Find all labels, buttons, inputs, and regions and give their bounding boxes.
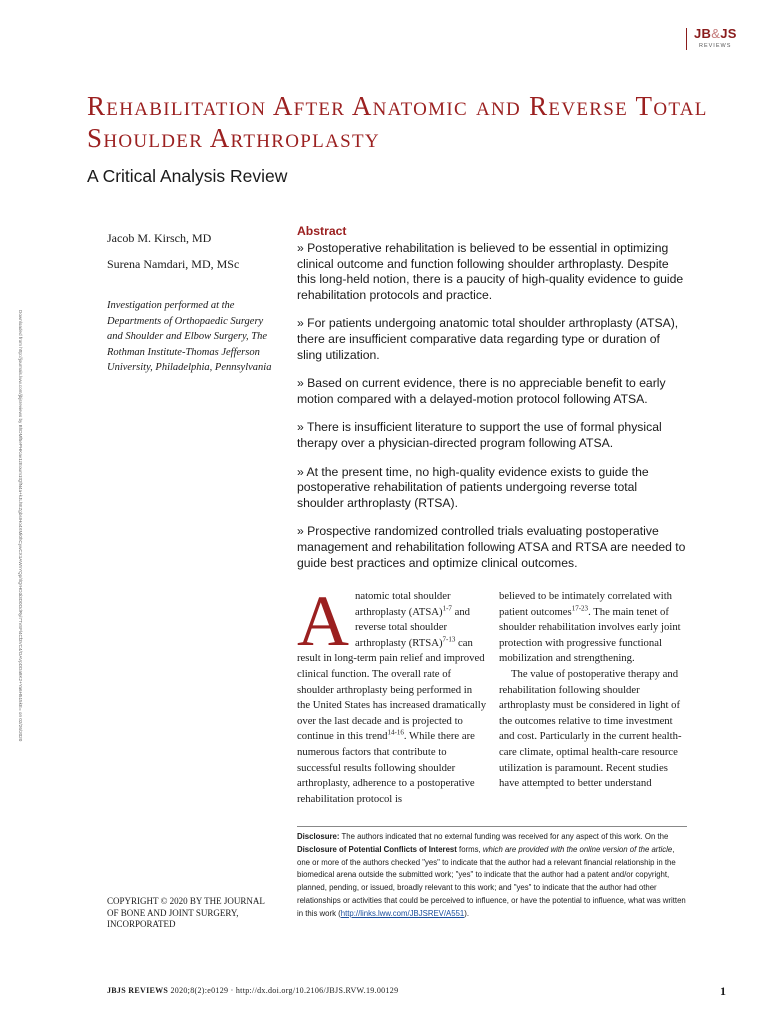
download-watermark: Downloaded from http://journals.lww.com/jbjsreviews by BhDMf5ePHKav1zEoum1tQfN4a+kJLhEZgbsIHo4XMi0hCywCX1AWnYQp/IlQrHD3i3D0OdRyi7TvSFl4Cf3VC4/OAVpDDa8K2+Ya6H515kE= on 02/26/2020	[18, 310, 23, 742]
author-name: Jacob M. Kirsch, MD	[107, 231, 212, 245]
disclosure-text: forms,	[456, 844, 483, 854]
body-text: believed to be intimately correlated with patient outcomes	[499, 590, 673, 618]
body-paragraph: The value of postoperative therapy and rehabilitation following shoulder arthroplasty must be considered in light of the outcomes relative to time investment and cost. Particularly in the current health-care climate, optimal health-care resource utilization is paramount. Recent studies have attempted to better understand	[499, 667, 682, 790]
citation-ref: 1-7	[442, 604, 452, 613]
body-text: and reverse total shoulder arthroplasty (RTSA)	[355, 605, 471, 649]
abstract-section	[297, 224, 687, 584]
disclosure-note	[297, 831, 687, 921]
author-affiliation: Investigation performed at the Departments of Orthopaedic Surgery and Shoulder and Elbow Surgery, The Rothman Institute-Thomas Jefferson University, Philadelphia, Pennsylvania	[107, 300, 272, 373]
body-column-right	[499, 589, 689, 792]
logo-text-left: JB	[694, 26, 712, 41]
abstract-point: » Based on current evidence, there is no appreciable benefit to early motion compared with a delayed-motion protocol following ATSA.	[297, 376, 666, 407]
abstract-point: » Prospective randomized controlled trials evaluating postoperative management and rehabilitation following ATSA and RTSA are needed to guide best practices and optimize clinical outcomes.	[297, 524, 686, 571]
citation-ref: 14-16	[387, 728, 404, 737]
body-text: natomic total shoulder arthroplasty (ATSA)	[355, 590, 451, 618]
page-number: 1	[720, 984, 726, 998]
disclosure-text: The authors indicated that no external funding was received for any aspect of this work. On the	[339, 832, 669, 841]
citation-ref: 17-23	[571, 604, 589, 613]
abstract-heading: Abstract	[297, 224, 347, 238]
body-paragraph	[499, 589, 689, 667]
disclosure-text: , one or more of the authors checked "yes" to indicate that the author had a relevant financial relationship in the biomedical arena outside the submitted work; "yes" to indicate that the author had a patent and/or copyright, planned, pending, or issued, broadly relevant to this work; and "yes" to indicate that the author had other relationships or activities that could be perceived to influence, or have the potential to influence, what was written in this work (	[297, 844, 686, 918]
disclosure-italic: which are provided with the online version of the article	[482, 844, 673, 854]
disclosure-label: Disclosure:	[297, 832, 340, 841]
body-text: can result in long-term pain relief and improved clinical function. The overall rate of shoulder arthroplasty being performed in the United States has increased dramatically over the last decade and is projected to continue in this trend	[297, 636, 487, 743]
disclosure-forms-label: Disclosure of Potential Conflicts of Interest	[297, 844, 457, 854]
author-name: Surena Namdari, MD, MSc	[107, 257, 240, 271]
disclosure-text: ).	[464, 908, 470, 918]
logo-text-right: JS	[720, 26, 737, 41]
abstract-point: » At the present time, no high-quality evidence exists to guide the postoperative rehabilitation of patients undergoing reverse total shoulder arthroplasty (RTSA).	[297, 464, 649, 511]
citation-ref: 7-13	[442, 635, 456, 644]
footer-citation: 2020;8(2):e0129 · http://dx.doi.org/10.2106/JBJS.RVW.19.00129	[168, 986, 399, 995]
abstract-point: » For patients undergoing anatomic total shoulder arthroplasty (ATSA), there are insufficient comparative data regarding type or duration of sling utilization.	[297, 316, 679, 363]
logo-divider	[686, 28, 687, 50]
abstract-point: » Postoperative rehabilitation is believed to be essential in optimizing clinical outcome and function following shoulder arthroplasty. Despite this long-held notion, there is a paucity of high-quality evidence to guide rehabilitation protocols and practice.	[297, 240, 684, 303]
disclosure-divider	[297, 826, 687, 827]
drop-cap: A	[297, 581, 349, 661]
body-text: . The main tenet of shoulder rehabilitation involves early joint protection with progressive functional mobilization and strengthening.	[499, 605, 681, 665]
logo-text	[694, 26, 737, 41]
article-subtitle: A Critical Analysis Review	[87, 166, 288, 186]
author-list	[107, 225, 239, 277]
abstract-point: » There is insufficient literature to support the use of formal physical therapy over a physician-directed program following ATSA.	[297, 420, 662, 451]
logo-subtext: REVIEWS	[699, 43, 732, 49]
body-text: . While there are numerous factors that contribute to successful results following shoulder arthroplasty, adherence to a postoperative rehabilitation protocol is	[297, 730, 475, 805]
body-column-left	[297, 581, 487, 807]
journal-logo	[694, 26, 742, 54]
page-footer	[107, 986, 398, 995]
logo-ampersand: &	[711, 26, 721, 41]
footer-journal: JBJS REVIEWS	[107, 986, 169, 995]
article-title: Rehabilitation After Anatomic and Reverse Total Shoulder Arthroplasty	[87, 91, 708, 153]
copyright-notice: COPYRIGHT © 2020 BY THE JOURNAL OF BONE AND JOINT SURGERY, INCORPORATED	[107, 896, 265, 929]
disclosure-link[interactable]: http://links.lww.com/JBJSREV/A551	[340, 908, 465, 918]
